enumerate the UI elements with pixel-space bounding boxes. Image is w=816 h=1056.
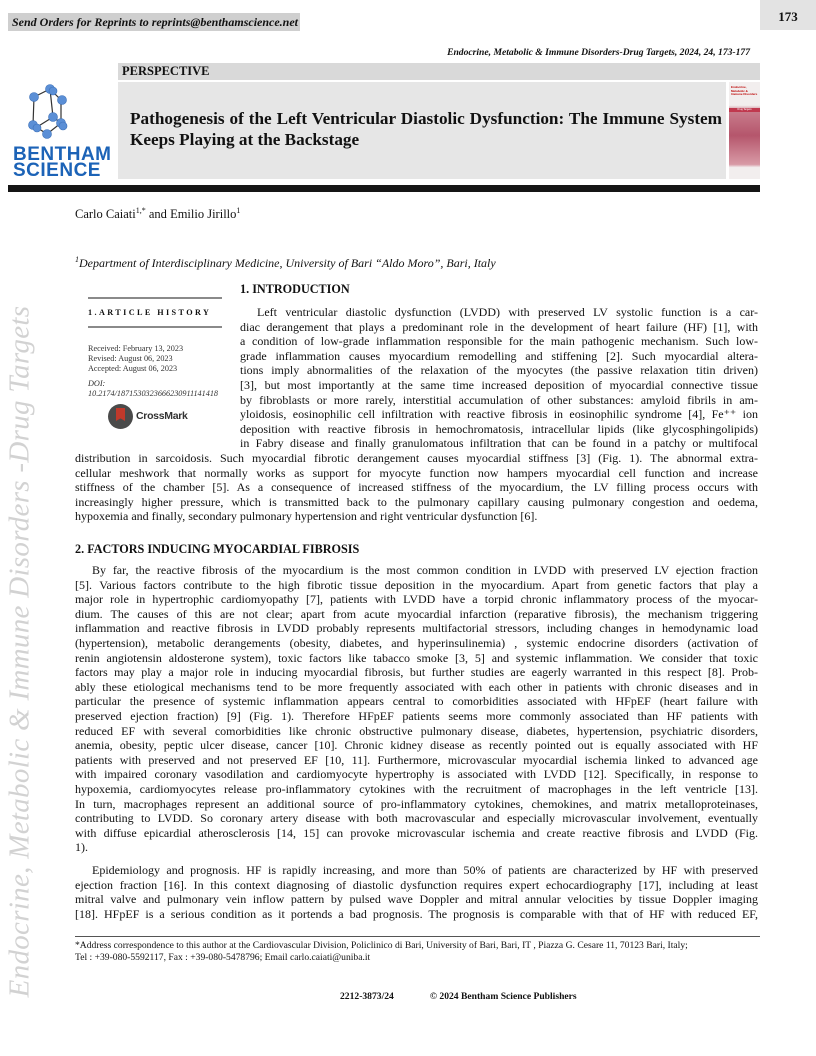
text-line: hypoxemia and finally, secondary pulmonary hypertension and right ventricular dysfunction [6]. [75, 509, 538, 524]
crossmark-button[interactable] [108, 404, 218, 430]
reprint-notice: Send Orders for Reprints to reprints@benthamscience.net [8, 13, 300, 31]
issn: 2212-3873/24 [340, 991, 394, 1002]
affiliation [75, 255, 496, 271]
page-footer [340, 991, 577, 1002]
text-line: mitral valve and pulmonary vein inflow pattern by pulsed wave Doppler and mitral annular velocities by tissue Doppler imaging [75, 892, 758, 907]
footnote-line: Tel : +39-080-5592117, Fax : +39-080-5478796; Email carlo.caiati@uniba.it [75, 952, 371, 963]
molecule-icon [10, 82, 114, 144]
affiliation-text: Department of Interdisciplinary Medicine, University of Bari “Aldo Moro”, Bari, Italy [79, 256, 496, 270]
article-title: Pathogenesis of the Left Ventricular Diastolic Dysfunction: The Immune System Keeps Playing at the Backstage [130, 109, 722, 149]
page-number: 173 [760, 0, 816, 30]
text-line: inflammation and reactive fibrosis in LVDD probably represents multifactorial stressors, including changes in hemodynamic load [75, 621, 758, 636]
cover-band: Drug Targets [729, 108, 760, 112]
author-name: Emilio Jirillo [170, 207, 237, 222]
author-name: Carlo Caiati [75, 207, 136, 222]
text-line: particular the presence of systemic inflammation appears central to comorbidities associated with HFpEF (heart failure with [75, 694, 758, 709]
authors [75, 206, 240, 222]
text-line: [5]. Various factors contribute to the high fibrotic tissue deposition in the myocardium. Apart from genetic factors that play a [75, 577, 758, 592]
journal-cover-image [729, 82, 760, 179]
affiliation-marker: 1 [75, 255, 79, 264]
text-line: dium. The causes of this are not clear; apart from acute myocardial infarction (reparative fibrosis), the mechanism triggering [75, 606, 758, 621]
text-line: grade inflammation causes myocardium remodelling and stiffening [2]. Such myocardial altera- [240, 348, 758, 363]
crossmark-label: CrossMark [136, 410, 188, 422]
doi-label: DOI: [88, 379, 106, 388]
text-line: increasingly higher pressure, which is transmitted back to the pulmonary capillary causing pulmonary congestion and oedema, [75, 494, 758, 509]
text-line: deposition with reactive fibrosis in hemochromatosis, intracellular lipids (like glycosphingolipids) [240, 421, 758, 436]
crossmark-icon [108, 404, 133, 429]
text-line: diac derangement that plays a predominant role in the development of heart failure (HF) [1], with [240, 319, 758, 334]
accepted-date: Accepted: August 06, 2023 [88, 364, 178, 373]
history-divider-top [88, 297, 222, 299]
logo-text-bentham: BENTHAM [13, 144, 112, 165]
text-line: preserved ejection fraction) [9] (Fig. 1). Therefore HFpEF patients seems more commonly associated than HF patients with [75, 708, 758, 723]
text-line: stiffness of the chamber [5]. As a consequence of increased stiffness of the myocardium, the LV filling process occurs with [75, 480, 758, 495]
article-type: PERSPECTIVE [118, 63, 760, 80]
revised-date: Revised: August 06, 2023 [88, 354, 173, 363]
author-affiliation-marker: 1 [236, 206, 241, 215]
text-line: major role in hypertrophic cardiomyopathy [7], patients with LVDD have a torpid chronic inflammatory process of the myocar- [75, 592, 758, 607]
text-line: a condition of low-grade inflammation responsible for the main pathogenic mechanism. Such low- [240, 334, 758, 349]
text-line: ejection fraction [16]. In this context diagnosing of diastolic dysfunction requires expert echocardiography [17], including at least [75, 877, 758, 892]
section-heading: 2. FACTORS INDUCING MYOCARDIAL FIBROSIS [75, 542, 360, 556]
footnote-line: *Address correspondence to this author at the Cardiovascular Division, Policlinico di Bari, University of Bari, Bari, IT , Piazza G. Cesare 11, 70123 Bari, Italy; [75, 940, 688, 951]
cover-title: Endocrine, Metabolic & Immune Disorders [731, 85, 758, 96]
text-line: in Fabry disease and finally granulomatous infiltration that can be found in a patchy or multifocal [240, 436, 758, 451]
text-line: [3], but most importantly at the same time increased deposition of myocardial connective tissue [240, 377, 758, 392]
side-journal-watermark: Endocrine, Metabolic & Immune Disorders -Drug Targets [3, 305, 36, 998]
text-line: cellular meshwork that normally works as support for myocyte function now hampers myocardial cell function and increase [75, 465, 758, 480]
text-line: Left ventricular diastolic dysfunction (LVDD) with preserved LV systolic function is a car- [257, 305, 758, 319]
body-paragraph [75, 563, 758, 855]
doi-link[interactable]: 10.2174/1871530323666230911141418 [88, 389, 219, 398]
text-line: tions imply abnormalities of the relaxation of the myocytes (the passive relaxation titin driven) [240, 363, 758, 378]
text-line: distribution in sarcoidosis. Such myocardial fibrotic derangement causes myocardial stiffness [3] (Fig. 1). The abnormal extra- [75, 451, 758, 465]
text-line: (hypertension), metabolic derangements (obesity, diabetes, and hyperinsulinemia) , systemic endocrine disorders (activation of [75, 635, 758, 650]
text-line: In turn, macrophages represent an additional source of pro-inflammatory cytokines, chemokines, and matrix metalloproteinases, [75, 796, 758, 811]
text-line: renin angiotensin aldosterone system), toxic factors like tabacco smoke [3, 5] and systemic inflammation. We consider that toxic [75, 650, 758, 665]
text-line: 1). [75, 840, 88, 855]
text-line: By far, the reactive fibrosis of the myocardium is the most common condition in LVDD with preserved LV ejection fraction [92, 563, 758, 577]
text-line: hypoxemia, cardiomyocytes release pro-inflammatory cytokines with the recruitment of macrophages in the left ventricle [13]. [75, 781, 758, 796]
text-line: yloidosis, eosinophilic cell infiltration with reactive fibrosis in eosinophilic syndrome [4], Fe⁺⁺ ion [240, 407, 758, 422]
text-line: ably these etiological mechanisms tend to be more frequently associated with each other in patients with chronic diseases and in [75, 679, 758, 694]
text-line: with diffuse epicardial atherosclerosis [14, 15] can provoke microvascular ischemia and create reactive fibrosis and LVDD (Fig. [75, 825, 758, 840]
copyright: © 2024 Bentham Science Publishers [429, 991, 577, 1002]
intro-paragraph-wrapped [240, 305, 758, 451]
text-line: Epidemiology and prognosis. HF is rapidly increasing, and more than 50% of patients are characterized by HF with preserved [92, 863, 758, 877]
article-history-label: 1.ARTICLE HISTORY [88, 308, 212, 317]
text-line: by fibroblasts or more rarely, interstitial accumulation of other substances: amyloid fibrils in am- [240, 392, 758, 407]
history-divider-bottom [88, 326, 222, 328]
received-date: Received: February 13, 2023 [88, 344, 184, 353]
text-line: factors may play a major role in inducing myocardial fibrosis, but further studies are eagerly warranted in this respect [8]. Prob- [75, 665, 758, 680]
correspondence-footnote [75, 940, 760, 964]
text-line: anemia, obesity, peptic ulcer disease, cancer [10]. Chronic kidney disease as recently pointed out is equally associated with HF [75, 738, 758, 753]
author-affiliation-marker: 1,* [135, 206, 146, 215]
bentham-science-logo [10, 82, 114, 180]
footnote-divider [75, 936, 760, 937]
text-line: patients with preserved and not preserved EF [10, 11]. Furthermore, microvascular myocardial ischemia linked to advanced age [75, 752, 758, 767]
text-line: contributing to LVDD. So coronary artery disease with both macrovascular and especially microvascular involvement, eventually [75, 811, 758, 826]
text-line: reduced EF with several comorbidities like chronic obstructive pulmonary disease, diabetes, hypertension, psychiatric disorders, [75, 723, 758, 738]
author-conjunction: and [145, 207, 171, 222]
text-line: with impaired coronary vasodilation and cardiomyocyte hypertrophy is associated with LVDD [12]. Specifically, in response to [75, 767, 758, 782]
logo-text-science: SCIENCE [13, 160, 101, 181]
header-divider [8, 185, 760, 192]
section-heading: 1. INTRODUCTION [240, 282, 350, 296]
intro-paragraph-full [75, 451, 758, 524]
journal-citation: Endocrine, Metabolic & Immune Disorders-Drug Targets, 2024, 24, 173-177 [447, 47, 750, 58]
body-paragraph [75, 863, 758, 921]
text-line: [18]. HFpEF is a serious condition as it portends a bad prognosis. The prognosis is comparable with that of HF with reduced EF, [75, 906, 758, 921]
